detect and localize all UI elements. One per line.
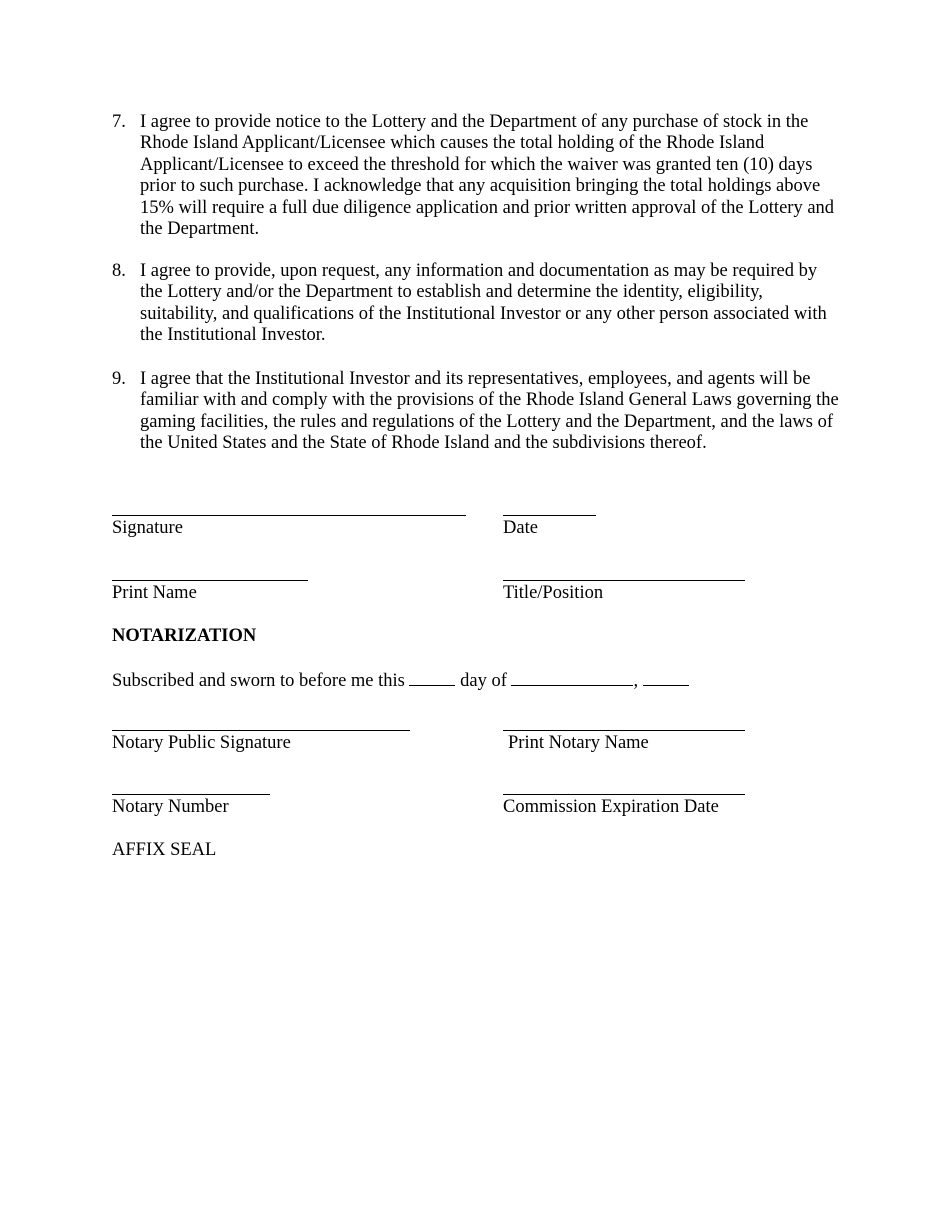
commission-expiration-label: Commission Expiration Date — [503, 797, 719, 817]
notary-signature-label: Notary Public Signature — [112, 733, 291, 753]
sworn-prefix: Subscribed and sworn to before me this — [112, 671, 405, 691]
print-notary-name-label: Print Notary Name — [508, 733, 649, 753]
print-notary-name-line[interactable] — [503, 730, 745, 731]
signature-line[interactable] — [112, 515, 466, 516]
signature-label: Signature — [112, 518, 183, 538]
print-name-line[interactable] — [112, 580, 308, 581]
commission-expiration-line[interactable] — [503, 794, 745, 795]
title-position-line[interactable] — [503, 580, 745, 581]
day-blank[interactable] — [409, 669, 455, 686]
date-line[interactable] — [503, 515, 596, 516]
month-blank[interactable] — [511, 669, 633, 686]
sworn-statement — [112, 669, 689, 692]
print-name-label: Print Name — [112, 583, 197, 603]
item-text: I agree that the Institutional Investor and its representatives, employees, and agents will be familiar with and comply with the provisions of the Rhode Island General Laws governing the gaming facilities, the rules and regulations of the Lottery and the Department, and the laws of the United States and the State of Rhode Island and the subdivisions thereof. — [140, 369, 839, 454]
affix-seal-label: AFFIX SEAL — [112, 840, 217, 860]
year-blank[interactable] — [643, 669, 689, 686]
item-text: I agree to provide, upon request, any information and documentation as may be required by the Lottery and/or the Department to establish and determine the identity, eligibility, suitability, and qualifications of the Institutional Investor or any other person associated with the Institutional Investor. — [140, 261, 827, 346]
comma: , — [633, 671, 639, 691]
item-number: 7. — [112, 112, 126, 132]
sworn-day-word: day of — [460, 671, 507, 691]
notary-signature-line[interactable] — [112, 730, 410, 731]
title-position-label: Title/Position — [503, 583, 604, 603]
notary-number-line[interactable] — [112, 794, 270, 795]
item-number: 9. — [112, 369, 126, 389]
notary-number-label: Notary Number — [112, 797, 229, 817]
item-text: I agree to provide notice to the Lottery and the Department of any purchase of stock in the Rhode Island Applicant/Licensee which causes the total holding of the Rhode Island Applicant/Licensee to exceed the threshold for which the waiver was granted ten (10) days prior to such purchase. I acknowledge that any acquisition bringing the total holdings above 15% will require a full due diligence application and prior written approval of the Lottery and the Department. — [140, 112, 835, 240]
notarization-heading: NOTARIZATION — [112, 626, 257, 646]
date-label: Date — [503, 518, 538, 538]
item-number: 8. — [112, 261, 126, 281]
